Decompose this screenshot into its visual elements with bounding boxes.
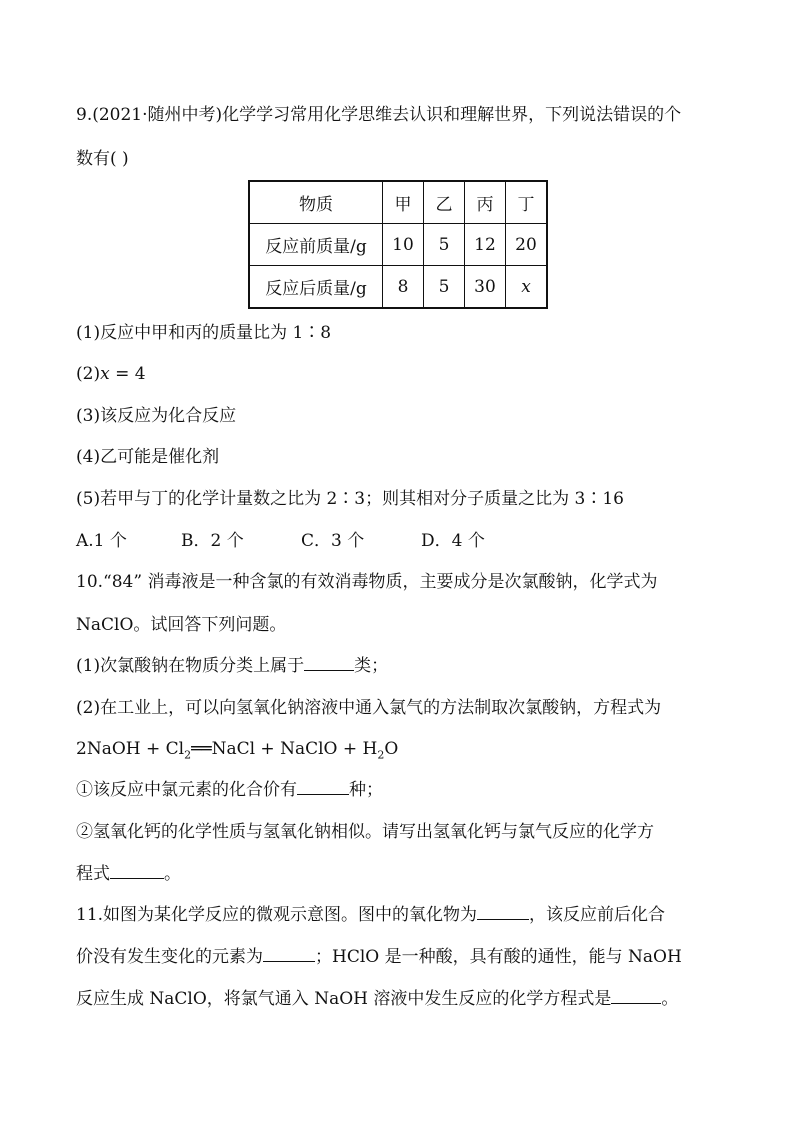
table-row <box>249 224 547 266</box>
q11-text: ，该反应前后化合 <box>529 905 666 925</box>
q10-part2: (2)在工业上，可以向氢氧化钠溶液中通入氯气的方法制取次氯酸钠，方程式为 <box>76 698 662 718</box>
table-cell: 8 <box>383 266 424 309</box>
eq-subscript: 2 <box>184 748 192 762</box>
answer-blank[interactable] <box>611 987 661 1004</box>
sub-text: 种； <box>349 780 383 800</box>
q11-text: 反应生成 NaClO，将氯气通入 NaOH 溶液中发生反应的化学方程式是 <box>76 989 612 1009</box>
option-d: D．4 个 <box>421 531 485 551</box>
q9-statement-2 <box>76 362 146 386</box>
table-header-cell: 物质 <box>249 181 383 224</box>
sub-text: 程式 <box>76 864 110 884</box>
sub-text: ①该反应中氯元素的化合价有 <box>76 780 297 800</box>
table-cell: 反应前质量/g <box>249 224 383 266</box>
option-b: B．2 个 <box>181 531 244 551</box>
option-c: C．3 个 <box>301 531 365 551</box>
answer-blank[interactable] <box>263 945 315 962</box>
table-cell: 12 <box>465 224 506 266</box>
table-header-cell: 乙 <box>424 181 465 224</box>
table-header-cell: 丁 <box>506 181 548 224</box>
answer-blank[interactable] <box>110 862 164 879</box>
q11-line2 <box>76 945 682 969</box>
eq-part: ══NaCl + NaClO + H <box>191 739 378 759</box>
q10-equation <box>76 737 398 767</box>
part-text: (1)次氯酸钠在物质分类上属于 <box>76 656 305 676</box>
answer-blank[interactable] <box>477 903 529 920</box>
answer-blank[interactable] <box>304 654 354 671</box>
q9-statement-3: (3)该反应为化合反应 <box>76 406 237 426</box>
q11-text: 11.如图为某化学反应的微观示意图。图中的氧化物为 <box>76 905 478 925</box>
q10-sub1 <box>76 778 383 802</box>
part-text: 类； <box>354 656 389 676</box>
q11-text: 。 <box>661 989 679 1009</box>
q10-stem-line1: 10.“84” 消毒液是一种含氯的有效消毒物质，主要成分是次氯酸钠，化学式为 <box>76 572 658 592</box>
table-cell: x <box>506 266 548 309</box>
q10-stem-line2: NaClO。试回答下列问题。 <box>76 615 287 635</box>
q11-line1 <box>76 903 665 927</box>
table-header-cell: 丙 <box>465 181 506 224</box>
q10-sub2-line1: ②氢氧化钙的化学性质与氢氧化钠相似。请写出氢氧化钙与氯气反应的化学方 <box>76 822 654 842</box>
table-cell: 10 <box>383 224 424 266</box>
table-header-row <box>249 181 547 224</box>
q11-text: ；HClO 是一种酸，具有酸的通性，能与 NaOH <box>315 947 682 967</box>
table-header-cell: 甲 <box>383 181 424 224</box>
q9-stem-line2: 数有( ) <box>76 149 129 169</box>
q9-statement-5: (5)若甲与丁的化学计量数之比为 2∶3；则其相对分子质量之比为 3∶16 <box>76 489 624 509</box>
q10-part1 <box>76 654 388 678</box>
table-cell: 反应后质量/g <box>249 266 383 309</box>
q9-stem-line1: 9.(2021·随州中考)化学学习常用化学思维去认识和理解世界，下列说法错误的个 <box>76 105 682 125</box>
q10-sub2-line2 <box>76 862 181 886</box>
answer-blank[interactable] <box>297 778 349 795</box>
table-cell: 20 <box>506 224 548 266</box>
table-cell: 30 <box>465 266 506 309</box>
eq-part: 2NaOH + Cl <box>76 739 185 759</box>
q9-statement-1: (1)反应中甲和丙的质量比为 1∶8 <box>76 323 332 343</box>
table-cell: 5 <box>424 224 465 266</box>
q11-text: 价没有发生变化的元素为 <box>76 947 263 967</box>
q11-line3 <box>76 987 678 1011</box>
table-row <box>249 266 547 309</box>
variable-x: x <box>100 364 110 384</box>
eq-part: O <box>384 739 399 759</box>
eq-subscript: 2 <box>377 748 385 762</box>
q9-options <box>76 529 485 553</box>
q9-statement-4: (4)乙可能是催化剂 <box>76 447 220 467</box>
sub-text: 。 <box>164 864 181 884</box>
statement-text: = 4 <box>109 364 146 384</box>
statement-number: (2) <box>76 364 101 384</box>
option-a: A.1 个 <box>76 531 127 551</box>
table-cell: 5 <box>424 266 465 309</box>
mass-table <box>248 180 548 309</box>
